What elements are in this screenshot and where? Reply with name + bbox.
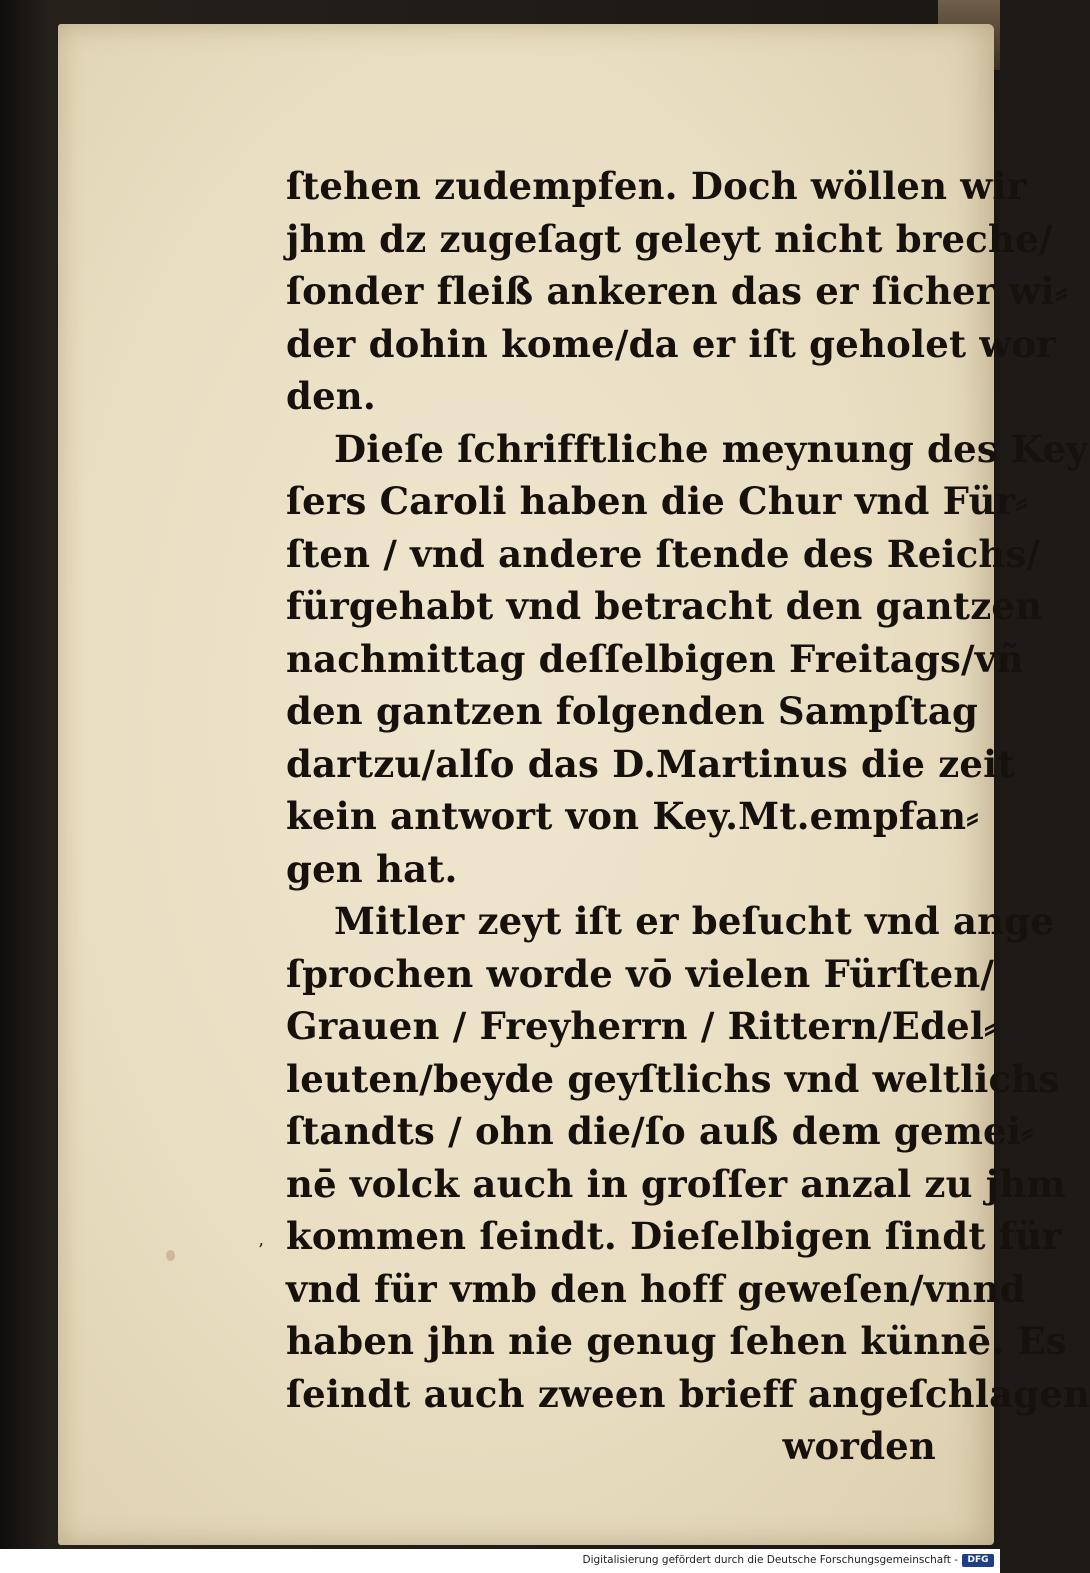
digitization-footer — [0, 1549, 1000, 1573]
page-text — [286, 160, 1090, 1473]
text-line: Grauen / Freyherrn / Rittern/Edel⸗ — [286, 1004, 997, 1048]
text-line: jhm dz zugeſagt geleyt nicht breche/ — [286, 216, 1053, 261]
text-line: Mitler zeyt iſt er beſucht vnd ange — [334, 899, 1055, 943]
dfg-logo: DFG — [962, 1554, 994, 1567]
text-line: ſeindt auch zween brieff angeſchlagen — [286, 1371, 1090, 1416]
text-line: leuten/beyde geyſtlichs vnd weltlichs — [286, 1056, 1060, 1101]
text-line: fürgehabt vnd betracht den gantzen — [286, 584, 1043, 628]
margin-mark: ’ — [258, 1240, 264, 1261]
text-line: ſtandts / ohn die/ſo auß dem gemei⸗ — [286, 1109, 1034, 1153]
text-line: kommen ſeindt. Dieſelbigen ſindt für — [286, 1214, 1062, 1258]
text-line: kein antwort von Key.Mt.empfan⸗ — [286, 794, 979, 838]
text-line: den. — [286, 374, 376, 418]
text-line: nachmittag deſſelbigen Freitags/vñ — [286, 636, 1024, 681]
text-line: vnd für vmb den hoff geweſen/vnnd — [286, 1266, 1026, 1311]
text-line: ſprochen worde vō vielen Fürſten/ — [286, 951, 995, 996]
text-line: nē volck auch in groſſer anzal zu jhm — [286, 1161, 1066, 1206]
footer-credit: Digitalisierung gefördert durch die Deutsche Forschungsgemeinschaft - — [582, 1554, 958, 1566]
text-line: dartzu/alſo das D.Martinus die zeit — [286, 741, 1015, 786]
text-line: ſten / vnd andere ſtende des Reichs/ — [286, 531, 1041, 576]
catchword: worden — [782, 1424, 936, 1468]
paper-stain — [166, 1250, 175, 1261]
text-line: den gantzen folgenden Sampſtag — [286, 689, 979, 733]
text-line: gen hat. — [286, 846, 458, 891]
text-line: ſers Caroli haben die Chur vnd Für⸗ — [286, 479, 1028, 523]
text-line: der dohin kome/da er iſt geholet wor — [286, 321, 1056, 366]
text-line: ſonder fleiß ankeren das er ſicher wi⸗ — [286, 269, 1068, 313]
text-line: Dieſe ſchrifftliche meynung des Key — [334, 426, 1088, 471]
text-line: ſtehen zudempfen. Doch wöllen wir — [286, 164, 1027, 208]
text-line: haben jhn nie genug ſehen künnē. Es — [286, 1319, 1067, 1363]
